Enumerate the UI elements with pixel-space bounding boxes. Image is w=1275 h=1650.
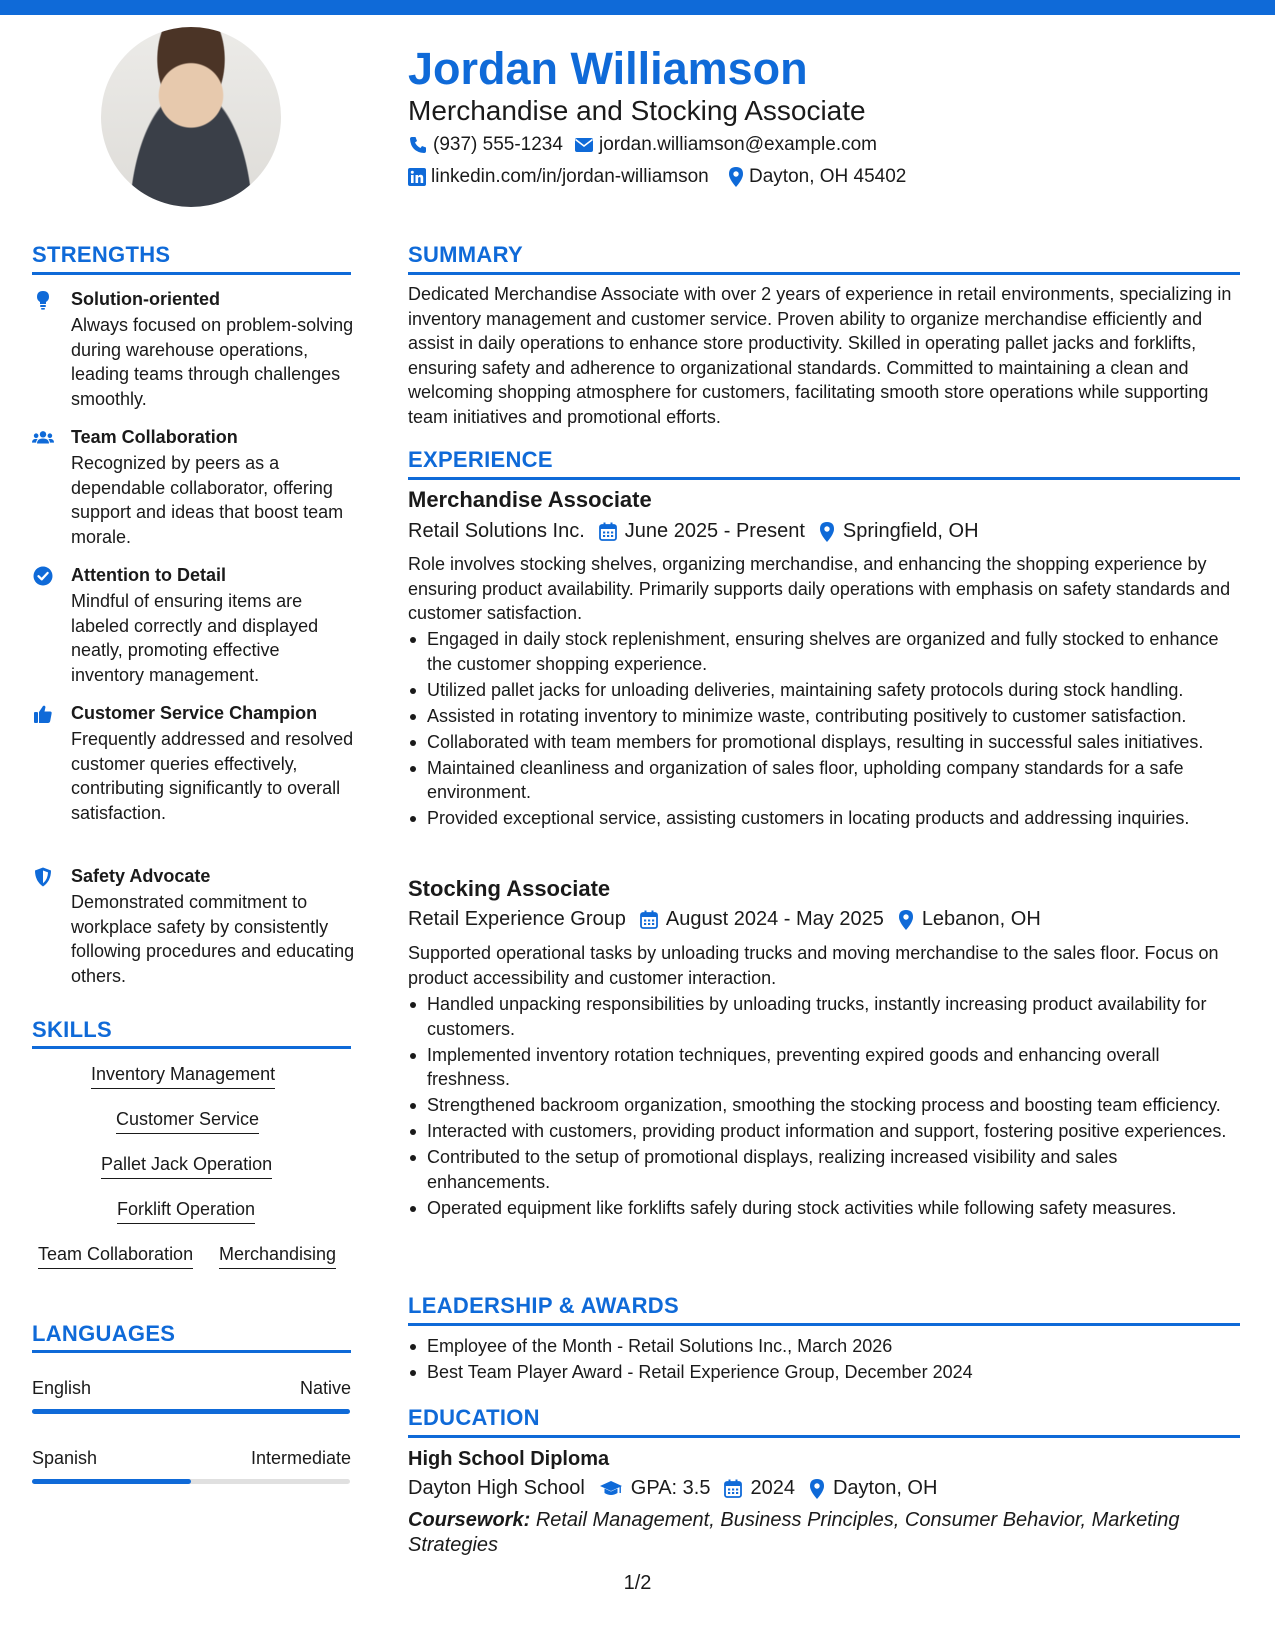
email-contact[interactable]	[574, 134, 877, 156]
language-bar	[32, 1479, 350, 1484]
location-text: Dayton, OH 45402	[749, 166, 907, 187]
strength-desc: Recognized by peers as a dependable collaborator, offering support and ideas that boost team morale.	[71, 453, 344, 547]
graduation-cap-icon	[599, 1480, 623, 1498]
strength-item	[32, 866, 357, 986]
job-meta	[408, 908, 1041, 931]
skills-heading: SKILLS	[32, 1017, 113, 1042]
candidate-name: Jordan Williamson	[408, 43, 808, 94]
linkedin-text: linkedin.com/in/jordan-williamson	[431, 166, 709, 187]
email-text: jordan.williamson@example.com	[599, 134, 878, 155]
summary-heading: SUMMARY	[408, 242, 523, 267]
strength-desc: Always focused on problem-solving during warehouse operations, leading teams through challenges smoothly.	[71, 315, 354, 409]
education-heading: EDUCATION	[408, 1405, 540, 1430]
calendar-icon	[724, 1479, 742, 1498]
job-company: Retail Solutions Inc.	[408, 520, 585, 542]
experience-heading: EXPERIENCE	[408, 447, 553, 472]
job-dates: August 2024 - May 2025	[665, 908, 884, 930]
map-pin-icon	[728, 167, 744, 187]
graduation-year: 2024	[750, 1477, 795, 1499]
job-location: Springfield, OH	[842, 520, 979, 542]
languages-heading: LANGUAGES	[32, 1321, 176, 1346]
strength-desc: Frequently addressed and resolved customer queries effectively, contributing significantly to overall satisfaction.	[71, 729, 354, 823]
awards-heading: LEADERSHIP & AWARDS	[408, 1293, 679, 1318]
job-title: Stocking Associate	[408, 876, 611, 901]
strength-title: Team Collaboration	[71, 427, 238, 447]
summary-rule	[408, 272, 1240, 275]
list-item: Employee of the Month - Retail Solutions Inc., March 2026	[408, 1334, 1240, 1359]
job-title: Merchandise Associate	[408, 487, 652, 512]
coursework-list: Retail Management, Business Principles, Consumer Behavior, Marketing Strategies	[408, 1509, 1180, 1556]
list-item: Operated equipment like forklifts safely during stock activities while following safety measures.	[408, 1196, 1240, 1221]
skill-tag: Pallet Jack Operation	[101, 1154, 272, 1179]
users-icon	[32, 427, 54, 449]
summary-text: Dedicated Merchandise Associate with over 2 years of experience in retail environments, specializing in inventory management and customer service. Proven ability to organize merchandise efficiently and assist in daily operations to enhance store productivity. Skilled in operating pallet jacks and forklifts, ensuring safety and adherence to organizational standards. Committed to maintaining a clean and welcoming shopping atmosphere for customers, facilitating smooth store operations while supporting team initiatives and promotional efforts.	[408, 284, 1232, 427]
education-rule	[408, 1435, 1240, 1438]
list-item: Collaborated with team members for promotional displays, resulting in successful sales initiatives.	[408, 730, 1240, 755]
list-item: Provided exceptional service, assisting customers in locating products and addressing inquiries.	[408, 806, 1240, 831]
list-item: Assisted in rotating inventory to minimize waste, contributing positively to customer satisfaction.	[408, 704, 1240, 729]
languages-rule	[32, 1350, 351, 1353]
job-company: Retail Experience Group	[408, 908, 626, 930]
strength-desc: Mindful of ensuring items are labeled correctly and displayed neatly, promoting effective inventory management.	[71, 591, 319, 685]
skill-tag: Inventory Management	[91, 1064, 275, 1089]
phone-text: (937) 555-1234	[433, 134, 563, 155]
coursework	[408, 1508, 1208, 1558]
list-item: Engaged in daily stock replenishment, ensuring shelves are organized and fully stocked to enhance the customer shopping experience.	[408, 627, 1240, 676]
strengths-rule	[32, 272, 351, 275]
job-bullets	[408, 992, 1240, 1222]
language-level: Intermediate	[250, 1448, 351, 1468]
strength-item	[32, 427, 357, 547]
map-pin-icon	[819, 522, 835, 542]
linkedin-contact[interactable]	[408, 166, 709, 188]
phone-contact[interactable]	[408, 134, 563, 156]
map-pin-icon	[898, 910, 914, 930]
skill-tag: Team Collaboration	[38, 1244, 193, 1269]
phone-icon	[408, 135, 428, 155]
strength-title: Solution-oriented	[71, 289, 220, 309]
list-item: Utilized pallet jacks for unloading deliveries, maintaining safety protocols during stock handling.	[408, 678, 1240, 703]
linkedin-icon	[408, 168, 426, 186]
language-bar-fill	[32, 1409, 350, 1414]
profile-photo	[101, 27, 281, 207]
school-name: Dayton High School	[408, 1477, 585, 1499]
coursework-label: Coursework:	[408, 1509, 531, 1531]
list-item: Maintained cleanliness and organization of sales floor, upholding company standards for a safe environment.	[408, 756, 1240, 805]
awards-rule	[408, 1323, 1240, 1326]
job-dates: June 2025 - Present	[624, 520, 805, 542]
language-name: Spanish	[32, 1448, 98, 1468]
skill-tag: Merchandising	[219, 1244, 336, 1269]
degree-title: High School Diploma	[408, 1448, 610, 1470]
candidate-title: Merchandise and Stocking Associate	[408, 95, 866, 126]
thumbs-up-icon	[32, 703, 54, 725]
strength-item	[32, 565, 357, 685]
awards-list	[408, 1334, 1240, 1386]
lightbulb-icon	[32, 289, 54, 311]
list-item: Contributed to the setup of promotional displays, realizing increased visibility and sales enhancements.	[408, 1145, 1240, 1194]
strength-desc: Demonstrated commitment to workplace safety by consistently following procedures and educating others.	[71, 892, 355, 986]
top-accent-bar	[0, 0, 1275, 15]
strength-item	[32, 289, 357, 409]
job-description: Supported operational tasks by unloading trucks and moving merchandise to the sales floor. Focus on product accessibility and customer interaction.	[408, 943, 1219, 988]
list-item: Best Team Player Award - Retail Experience Group, December 2024	[408, 1360, 1240, 1385]
list-item: Strengthened backroom organization, smoothing the stocking process and boosting team efficiency.	[408, 1093, 1240, 1118]
list-item: Handled unpacking responsibilities by unloading trucks, instantly increasing product availability for customers.	[408, 992, 1240, 1041]
list-item: Implemented inventory rotation techniques, preventing expired goods and enhancing overall freshness.	[408, 1043, 1240, 1092]
job-location: Lebanon, OH	[921, 908, 1041, 930]
strength-title: Customer Service Champion	[71, 703, 318, 723]
strength-title: Attention to Detail	[71, 565, 226, 585]
job-meta	[408, 520, 979, 543]
language-bar-fill	[32, 1479, 191, 1484]
skill-tag: Forklift Operation	[117, 1199, 255, 1224]
location-contact	[728, 166, 906, 188]
strength-item	[32, 703, 357, 848]
school-location: Dayton, OH	[832, 1477, 938, 1499]
education-meta	[408, 1477, 937, 1500]
language-name: English	[32, 1378, 92, 1398]
calendar-icon	[599, 522, 617, 541]
experience-rule	[408, 477, 1240, 480]
job-description: Role involves stocking shelves, organizing merchandise, and enhancing the shopping experience by ensuring product availability. Primarily supports daily operations with emphasis on safety standards and customer satisfaction.	[408, 554, 1231, 623]
skill-tag: Customer Service	[116, 1109, 259, 1134]
calendar-icon	[640, 910, 658, 929]
gpa-text: GPA: 3.5	[630, 1477, 711, 1499]
check-circle-icon	[32, 565, 54, 587]
shield-icon	[32, 866, 54, 888]
strength-title: Safety Advocate	[71, 866, 211, 886]
envelope-icon	[574, 137, 594, 153]
skills-rule	[32, 1046, 351, 1049]
job-bullets	[408, 627, 1240, 832]
language-level: Native	[299, 1378, 351, 1398]
page-number: 1/2	[623, 1572, 652, 1594]
strengths-heading: STRENGTHS	[32, 242, 171, 267]
map-pin-icon	[809, 1479, 825, 1499]
language-bar	[32, 1409, 350, 1414]
list-item: Interacted with customers, providing product information and support, fostering positive experiences.	[408, 1119, 1240, 1144]
